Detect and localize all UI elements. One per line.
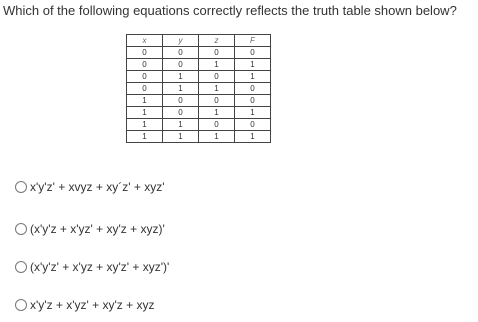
- cell-x: 1: [127, 131, 163, 143]
- cell-f: 0: [235, 119, 271, 131]
- table-row: [127, 47, 271, 59]
- question-text: Which of the following equations correctly reflects the truth table shown below?: [3, 3, 457, 18]
- cell-z: 1: [199, 59, 235, 71]
- radio-button-icon[interactable]: [15, 299, 27, 311]
- radio-button-icon[interactable]: [15, 261, 27, 273]
- answer-option-label[interactable]: x'y'z + x'yz' + xy'z + xyz: [30, 298, 155, 312]
- table-row: [127, 71, 271, 83]
- answer-option-2[interactable]: [15, 222, 165, 236]
- table-row: [127, 107, 271, 119]
- cell-f: 0: [235, 47, 271, 59]
- truth-table: [126, 34, 271, 143]
- cell-z: 1: [199, 83, 235, 95]
- cell-y: 0: [163, 95, 199, 107]
- answer-option-label[interactable]: x'y'z' + xvyz + xy´z' + xyz': [30, 180, 165, 194]
- column-header-x: x: [127, 35, 163, 47]
- cell-z: 0: [199, 119, 235, 131]
- table-row: [127, 119, 271, 131]
- cell-x: 1: [127, 107, 163, 119]
- cell-z: 0: [199, 47, 235, 59]
- cell-f: 1: [235, 131, 271, 143]
- cell-y: 1: [163, 71, 199, 83]
- truth-table-header-row: [127, 35, 271, 47]
- cell-z: 1: [199, 107, 235, 119]
- table-row: [127, 59, 271, 71]
- cell-x: 0: [127, 47, 163, 59]
- column-header-y: y: [163, 35, 199, 47]
- cell-y: 0: [163, 59, 199, 71]
- cell-f: 1: [235, 59, 271, 71]
- table-row: [127, 83, 271, 95]
- radio-button-icon[interactable]: [15, 223, 27, 235]
- cell-x: 0: [127, 83, 163, 95]
- answer-option-label[interactable]: (x'y'z' + x'yz + xy'z' + xyz')': [30, 260, 170, 274]
- answer-option-4[interactable]: [15, 298, 154, 312]
- cell-x: 0: [127, 71, 163, 83]
- cell-y: 1: [163, 83, 199, 95]
- cell-x: 1: [127, 119, 163, 131]
- cell-f: 0: [235, 83, 271, 95]
- answer-option-1[interactable]: [15, 180, 164, 194]
- cell-x: 0: [127, 59, 163, 71]
- cell-f: 1: [235, 107, 271, 119]
- table-row: [127, 131, 271, 143]
- answer-option-3[interactable]: [15, 260, 169, 274]
- cell-z: 1: [199, 131, 235, 143]
- cell-z: 0: [199, 71, 235, 83]
- answer-option-label[interactable]: (x'y'z + x'yz' + xy'z + xyz)': [30, 222, 165, 236]
- cell-f: 0: [235, 95, 271, 107]
- cell-y: 0: [163, 107, 199, 119]
- cell-y: 1: [163, 131, 199, 143]
- radio-button-icon[interactable]: [15, 181, 27, 193]
- cell-y: 0: [163, 47, 199, 59]
- column-header-f: F: [235, 35, 271, 47]
- table-row: [127, 95, 271, 107]
- cell-z: 0: [199, 95, 235, 107]
- column-header-z: z: [199, 35, 235, 47]
- cell-x: 1: [127, 95, 163, 107]
- cell-f: 1: [235, 71, 271, 83]
- cell-y: 1: [163, 119, 199, 131]
